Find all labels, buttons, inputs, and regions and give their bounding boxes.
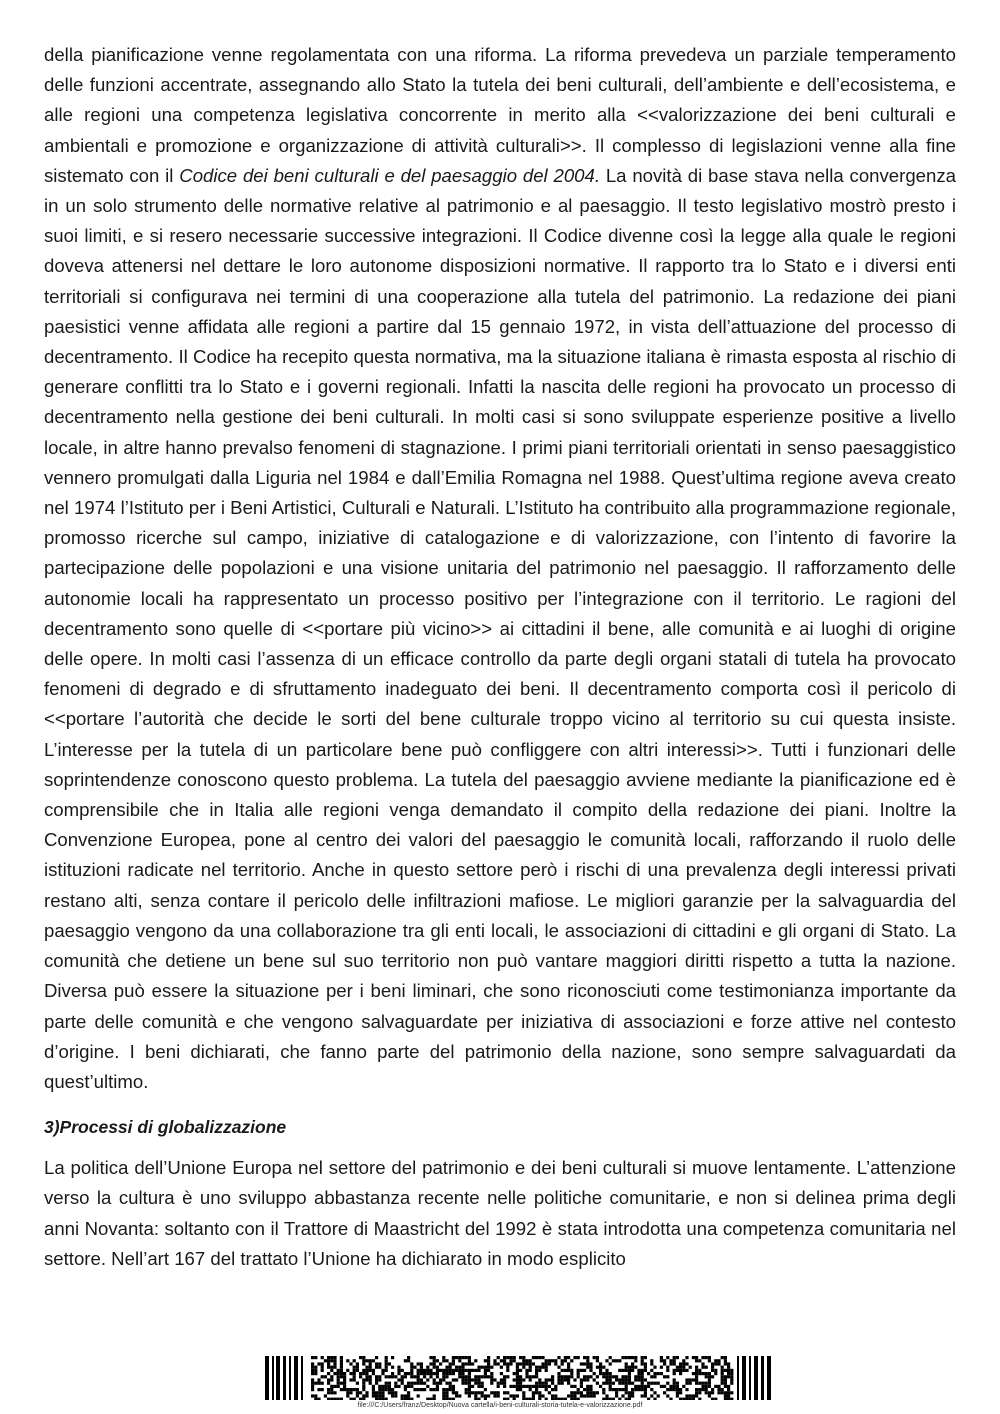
document-page bbox=[44, 40, 956, 1274]
paragraph-text: della pianificazione venne regolamentata con una riforma. La riforma prevedeva un parziale temperamento delle funzioni accentrate, assegnando allo Stato la tutela dei beni culturali, dell’ambiente e dell’ecosistema, e alle regioni una competenza legislativa concorrente in merito alla <<valorizzazione dei beni culturali e ambientali e promozione e organizzazione di attività culturali>>. Il complesso di legislazioni venne alla fine sistemato con il bbox=[44, 44, 956, 186]
body-paragraph-2: La politica dell’Unione Europa nel settore del patrimonio e dei beni culturali si muove lentamente. L’attenzione verso la cultura è uno sviluppo abbastanza recente nelle politiche comunitarie, e non si delinea prima degli anni Novanta: soltanto con il Trattore di Maastricht del 1992 è stata introdotta una competenza comunitaria nel settore. Nell’art 167 del trattato l’Unione ha dichiarato in modo esplicito bbox=[44, 1157, 956, 1269]
barcode-icon bbox=[265, 1356, 773, 1400]
italic-title: Codice dei beni culturali e del paesaggio del 2004. bbox=[179, 164, 601, 186]
section-heading: 3)Processi di globalizzazione bbox=[44, 1117, 287, 1138]
paragraph-text-continued: La novità di base stava nella convergenza in un solo strumento delle normative relative al patrimonio e al paesaggio. Il testo legislativo mostrò presto i suoi limiti, e si resero necessarie successive integrazioni. Il Codice divenne così la legge alla quale le regioni doveva attenersi nel dettare le loro autonome disposizioni normative. Il rapporto tra lo Stato e i diversi enti territoriali si configurava nei termini di una cooperazione alla tutela del patrimonio. La redazione dei piani paesistici venne affidata alle regioni a partire dal 15 gennaio 1972, in vista dell’attuazione del processo di decentramento. Il Codice ha recepito questa normativa, ma la situazione italiana è rimasta esposta al rischio di generare conflitti tra lo Stato e i governi regionali. Infatti la nascita delle regioni ha provocato un processo di decentramento nella gestione dei beni culturali. In molti casi si sono sviluppate esperienze positive a livello locale, in altre hanno prevalso fenomeni di stagnazione. I primi piani territoriali orientati in senso paesaggistico vennero promulgati dalla Liguria nel 1984 e dall’Emilia Romagna nel 1988. Quest’ultima regione aveva creato nel 1974 l’Istituto per i Beni Artistici, Culturali e Naturali. L’Istituto ha contribuito alla programmazione regionale, promosso ricerche sul campo, iniziative di catalogazione e di valorizzazione, con l’intento di favorire la partecipazione delle popolazioni e una visione unitaria del patrimonio nel paesaggio. Il rafforzamento delle autonomie locali ha rappresentato un processo positivo per l’integrazione con il territorio. Le ragioni del decentramento sono quelle di <<portare più vicino>> ai cittadini il bene, alle comunità e ai luoghi di origine delle opere. In molti casi l’assenza di un efficace controllo da parte degli organi statali di tutela ha provocato fenomeni di degrado e di sfruttamento inadeguato dei beni. Il decentramento comporta così il pericolo di <<portare l’autorità che decide le sorti del bene culturale troppo vicino al territorio su cui questa insiste. L’interesse per la tutela di un particolare bene può confliggere con altri interessi>>. Tutti i funzionari delle soprintendenze conoscono questo problema. La tutela del paesaggio avviene mediante la pianificazione ed è comprensibile che in Italia alle regioni venga demandato il compito della redazione dei piani. Inoltre la Convenzione Europea, pone al centro dei valori del paesaggio le comunità locali, rafforzando il ruolo delle istituzioni radicate nel territorio. Anche in questo settore però i rischi di una prevalenza degli interessi privati restano alti, senza contare il pericolo delle infiltrazioni mafiose. Le migliori garanzie per la salvaguardia del paesaggio vengono da una collaborazione tra gli enti locali, le associazioni di cittadini e gli organi di Stato. La comunità che detiene un bene sul suo territorio non può vantare maggiori diritti rispetto a tutta la nazione. Diversa può essere la situazione per i beni liminari, che sono riconosciuti come testimonianza importante da parte delle comunità e che vengono salvaguardate per iniziativa di associazioni e forze attive nel contesto d’origine. I beni dichiarati, che fanno parte del patrimonio della nazione, sono sempre salvaguardati da quest’ultimo. bbox=[44, 164, 957, 1092]
file-path: file:///C:/Users/franz/Desktop/Nuova cartella/i-beni-culturali-storia-tutela-e-valorizzazione.pdf bbox=[357, 1402, 643, 1409]
body-paragraph bbox=[44, 40, 956, 1097]
